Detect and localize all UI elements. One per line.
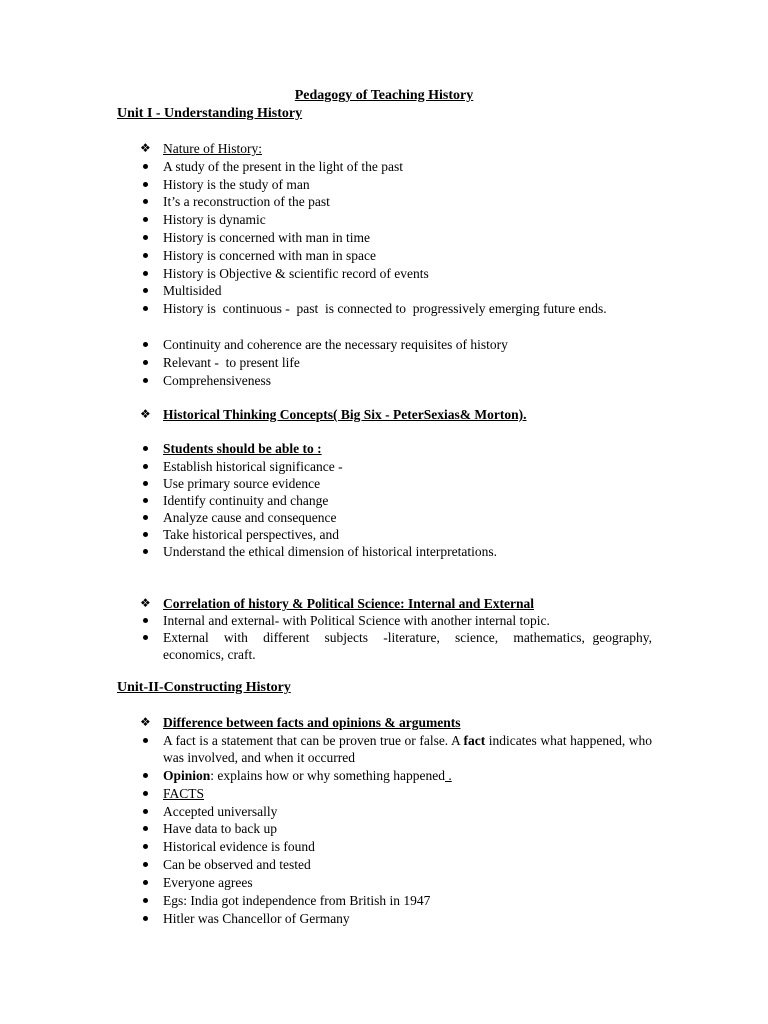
list-item: Historical evidence is found: [163, 839, 315, 854]
unit-2-heading: Unit-II-Constructing History: [117, 680, 291, 695]
facts-label-row: [140, 785, 652, 802]
diamond-bullet-icon: ❖: [140, 407, 151, 421]
list-item: Understand the ethical dimension of historical interpretations.: [163, 544, 498, 559]
correlation-section-heading-row: [140, 595, 652, 612]
list-item: Relevant - to present life: [163, 355, 300, 370]
list-item: Continuity and coherence are the necessary requisites of history: [163, 337, 508, 352]
list-item: Can be observed and tested: [163, 857, 311, 872]
list-item: History is Objective & scientific record of events: [163, 266, 429, 281]
list-item: Establish historical significance -: [163, 459, 343, 474]
document-title: Pedagogy of Teaching History: [294, 88, 474, 103]
list-item: External with different subjects -literature, science, mathematics, geography, economics, craft.: [163, 630, 656, 663]
list-item: Analyze cause and consequence: [163, 510, 337, 525]
students-heading-row: [140, 440, 652, 457]
opinion-definition-item: Opinion: explains how or why something happened .: [163, 768, 452, 783]
nature-section-heading-row: [140, 140, 652, 157]
unit-1-heading: Unit I - Understanding History: [117, 106, 303, 121]
list-item: Hitler was Chancellor of Germany: [163, 911, 350, 926]
list-item: Have data to back up: [163, 821, 277, 836]
difference-section-heading: Difference between facts and opinions & arguments: [163, 715, 461, 730]
list-item: History is continuous - past is connected to progressively emerging future ends.: [163, 301, 607, 316]
students-heading: Students should be able to :: [163, 441, 322, 456]
list-item: Comprehensiveness: [163, 373, 271, 388]
list-item: Identify continuity and change: [163, 493, 329, 508]
list-item: Multisided: [163, 283, 222, 298]
list-item: Everyone agrees: [163, 875, 253, 890]
diamond-bullet-icon: ❖: [140, 141, 151, 155]
list-item: History is the study of man: [163, 177, 310, 192]
list-item: Take historical perspectives, and: [163, 527, 339, 542]
nature-section-heading: Nature of History:: [163, 141, 262, 156]
list-item: Accepted universally: [163, 804, 278, 819]
list-item: History is concerned with man in space: [163, 248, 376, 263]
list-item: Use primary source evidence: [163, 476, 321, 491]
fact-definition-item: A fact is a statement that can be proven true or false. A fact indicates what happened, who was involved, and when it occurred: [163, 733, 652, 766]
list-item: Internal and external- with Political Science with another internal topic.: [163, 613, 550, 628]
diamond-bullet-icon: ❖: [140, 715, 151, 729]
difference-section-heading-row: [140, 714, 652, 731]
correlation-section-heading: Correlation of history & Political Science: Internal and External: [163, 596, 534, 611]
facts-label: FACTS: [163, 786, 205, 801]
list-item: A study of the present in the light of the past: [163, 159, 403, 174]
list-item: It’s a reconstruction of the past: [163, 194, 330, 209]
list-item: History is concerned with man in time: [163, 230, 370, 245]
thinking-section-heading-row: [140, 406, 652, 423]
thinking-section-heading: Historical Thinking Concepts( Big Six - PeterSexias& Morton).: [163, 407, 527, 422]
list-item: History is dynamic: [163, 212, 266, 227]
diamond-bullet-icon: ❖: [140, 596, 151, 610]
list-item: Egs: India got independence from British in 1947: [163, 893, 431, 908]
